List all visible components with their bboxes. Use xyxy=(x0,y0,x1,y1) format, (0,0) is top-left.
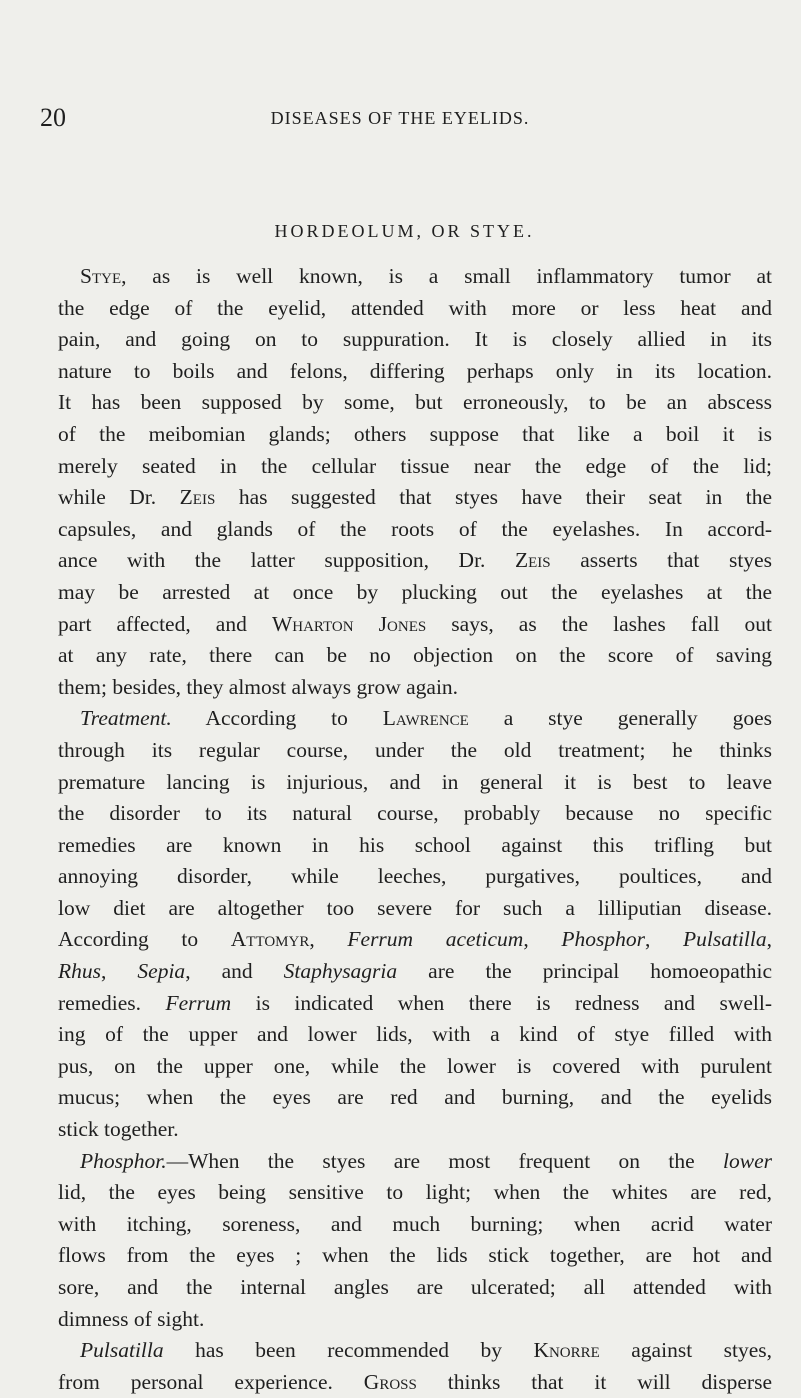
text-line xyxy=(58,1019,772,1051)
text-line xyxy=(58,387,772,419)
text-line xyxy=(58,1146,772,1178)
text-run: remedies are known in his school against this trifling but xyxy=(58,832,772,857)
text-run: at any rate, there can be no objection on the score of saving xyxy=(58,643,772,668)
text-run: are the principal homoeopathic xyxy=(397,959,772,984)
text-line xyxy=(58,545,772,577)
page-header xyxy=(40,103,760,133)
text-run: the edge of the eyelid, attended with more or less heat and xyxy=(58,295,772,320)
small-caps-text: Zeis xyxy=(179,485,216,510)
text-run: lid, the eyes being sensitive to light; when the whites are red, xyxy=(58,1180,772,1205)
text-line xyxy=(58,956,772,988)
text-run: dimness of sight. xyxy=(58,1306,205,1331)
text-line xyxy=(58,1240,772,1272)
small-caps-text: Lawrence xyxy=(382,706,469,731)
text-run: annoying disorder, while leeches, purgatives, poultices, and xyxy=(58,864,772,889)
text-run: says, as the lashes fall out xyxy=(426,611,772,636)
text-line xyxy=(58,672,772,704)
text-run: stick together. xyxy=(58,1117,179,1142)
text-line xyxy=(58,1177,772,1209)
text-run: merely seated in the cellular tissue near the edge of the lid; xyxy=(58,453,772,478)
text-run: , and xyxy=(185,959,284,984)
italic-text: Ferrum xyxy=(165,990,232,1015)
text-run: low diet are altogether too severe for such a lilliputian disease. xyxy=(58,895,772,920)
text-run: the disorder to its natural course, probably because no specific xyxy=(58,801,772,826)
text-run: , xyxy=(766,927,773,952)
text-line xyxy=(58,640,772,672)
small-caps-text: Stye xyxy=(80,264,122,288)
text-line xyxy=(58,767,772,799)
italic-text: Rhus xyxy=(58,959,101,984)
text-line xyxy=(58,324,772,356)
text-run: , xyxy=(644,927,684,952)
text-run: part affected, and xyxy=(58,611,272,636)
text-run: through its regular course, under the old treatment; he thinks xyxy=(58,737,772,762)
text-run: pus, on the upper one, while the lower is covered with purulent xyxy=(58,1053,772,1078)
text-line xyxy=(58,1209,772,1241)
italic-text: Pulsatilla xyxy=(683,927,767,952)
text-run: mucus; when the eyes are red and burning, and the eyelids xyxy=(58,1085,772,1110)
text-line xyxy=(58,988,772,1020)
text-run: —When the styes are most frequent on the xyxy=(166,1148,724,1173)
text-run: ance with the latter supposition, Dr. xyxy=(58,548,516,573)
text-run: According to xyxy=(58,927,231,952)
small-caps-text: Knorre xyxy=(533,1338,600,1363)
text-run: capsules, and glands of the roots of the eyelashes. In accord- xyxy=(58,516,772,541)
text-run: thinks that it will disperse xyxy=(416,1369,772,1394)
text-line xyxy=(58,293,772,325)
text-run: with itching, soreness, and much burning; when acrid water xyxy=(58,1211,772,1236)
text-line xyxy=(58,261,772,293)
text-run: may be arrested at once by plucking out the eyelashes at the xyxy=(58,579,772,604)
text-line xyxy=(58,1335,772,1367)
text-run: is indicated when there is redness and swell- xyxy=(231,990,772,1015)
text-run: , xyxy=(101,959,138,984)
text-run: premature lancing is injurious, and in general it is best to leave xyxy=(58,769,772,794)
text-line xyxy=(58,924,772,956)
text-line xyxy=(58,451,772,483)
text-run: has suggested that styes have their seat in the xyxy=(215,485,772,510)
text-run: asserts that styes xyxy=(550,548,773,573)
text-line xyxy=(58,356,772,388)
running-title: DISEASES OF THE EYELIDS. xyxy=(270,108,530,128)
italic-text: Phosphor xyxy=(561,927,645,952)
text-line xyxy=(58,861,772,893)
text-run: , as is well known, is a small inflammatory tumor at xyxy=(121,264,772,288)
text-run: nature to boils and felons, differing perhaps only in its location. xyxy=(58,358,772,383)
text-run: remedies. xyxy=(58,990,166,1015)
small-caps-text: Wharton Jones xyxy=(271,611,427,636)
text-run: has been recommended by xyxy=(163,1338,534,1363)
text-line xyxy=(58,577,772,609)
text-run: a stye generally goes xyxy=(468,706,772,731)
text-run: from personal experience. xyxy=(58,1369,364,1394)
page-number: 20 xyxy=(40,103,66,132)
text-line xyxy=(58,1367,772,1398)
italic-text: Ferrum aceticum xyxy=(347,927,524,952)
text-run: against styes, xyxy=(599,1338,772,1363)
text-line xyxy=(58,703,772,735)
body-text xyxy=(58,261,772,1398)
text-run: , xyxy=(523,927,562,952)
italic-text: Phosphor. xyxy=(80,1148,167,1173)
text-run: while Dr. xyxy=(58,485,180,510)
text-line xyxy=(58,419,772,451)
section-title: HORDEOLUM, OR STYE. xyxy=(274,221,535,241)
text-line xyxy=(58,893,772,925)
italic-text: lower xyxy=(723,1148,772,1173)
italic-text: Treatment. xyxy=(80,706,172,731)
small-caps-text: Gross xyxy=(363,1369,417,1394)
text-line xyxy=(58,514,772,546)
italic-text: Pulsatilla xyxy=(80,1338,164,1363)
small-caps-text: Attomyr xyxy=(230,927,310,952)
small-caps-text: Zeis xyxy=(515,548,551,573)
text-run: sore, and the internal angles are ulcerated; all attended with xyxy=(58,1275,772,1299)
italic-text: Staphysagria xyxy=(283,959,398,984)
text-line xyxy=(58,830,772,862)
text-line xyxy=(58,1114,772,1146)
italic-text: Sepia xyxy=(137,959,186,984)
text-run: , xyxy=(309,927,348,952)
text-line xyxy=(58,735,772,767)
text-run: According to xyxy=(171,706,383,731)
text-line xyxy=(58,1082,772,1114)
text-line xyxy=(58,482,772,514)
text-line xyxy=(58,798,772,830)
text-run: It has been supposed by some, but erroneously, to be an abscess xyxy=(58,390,772,415)
text-line xyxy=(58,1272,772,1304)
text-line xyxy=(58,1051,772,1083)
text-line xyxy=(58,609,772,641)
text-run: of the meibomian glands; others suppose that like a boil it is xyxy=(58,421,772,446)
text-run: pain, and going on to suppuration. It is closely allied in its xyxy=(58,327,772,352)
text-run: ing of the upper and lower lids, with a kind of stye filled with xyxy=(58,1022,772,1047)
text-run: flows from the eyes ; when the lids stick together, are hot and xyxy=(58,1243,772,1268)
text-run: them; besides, they almost always grow again. xyxy=(58,674,459,699)
text-line xyxy=(58,1304,772,1336)
